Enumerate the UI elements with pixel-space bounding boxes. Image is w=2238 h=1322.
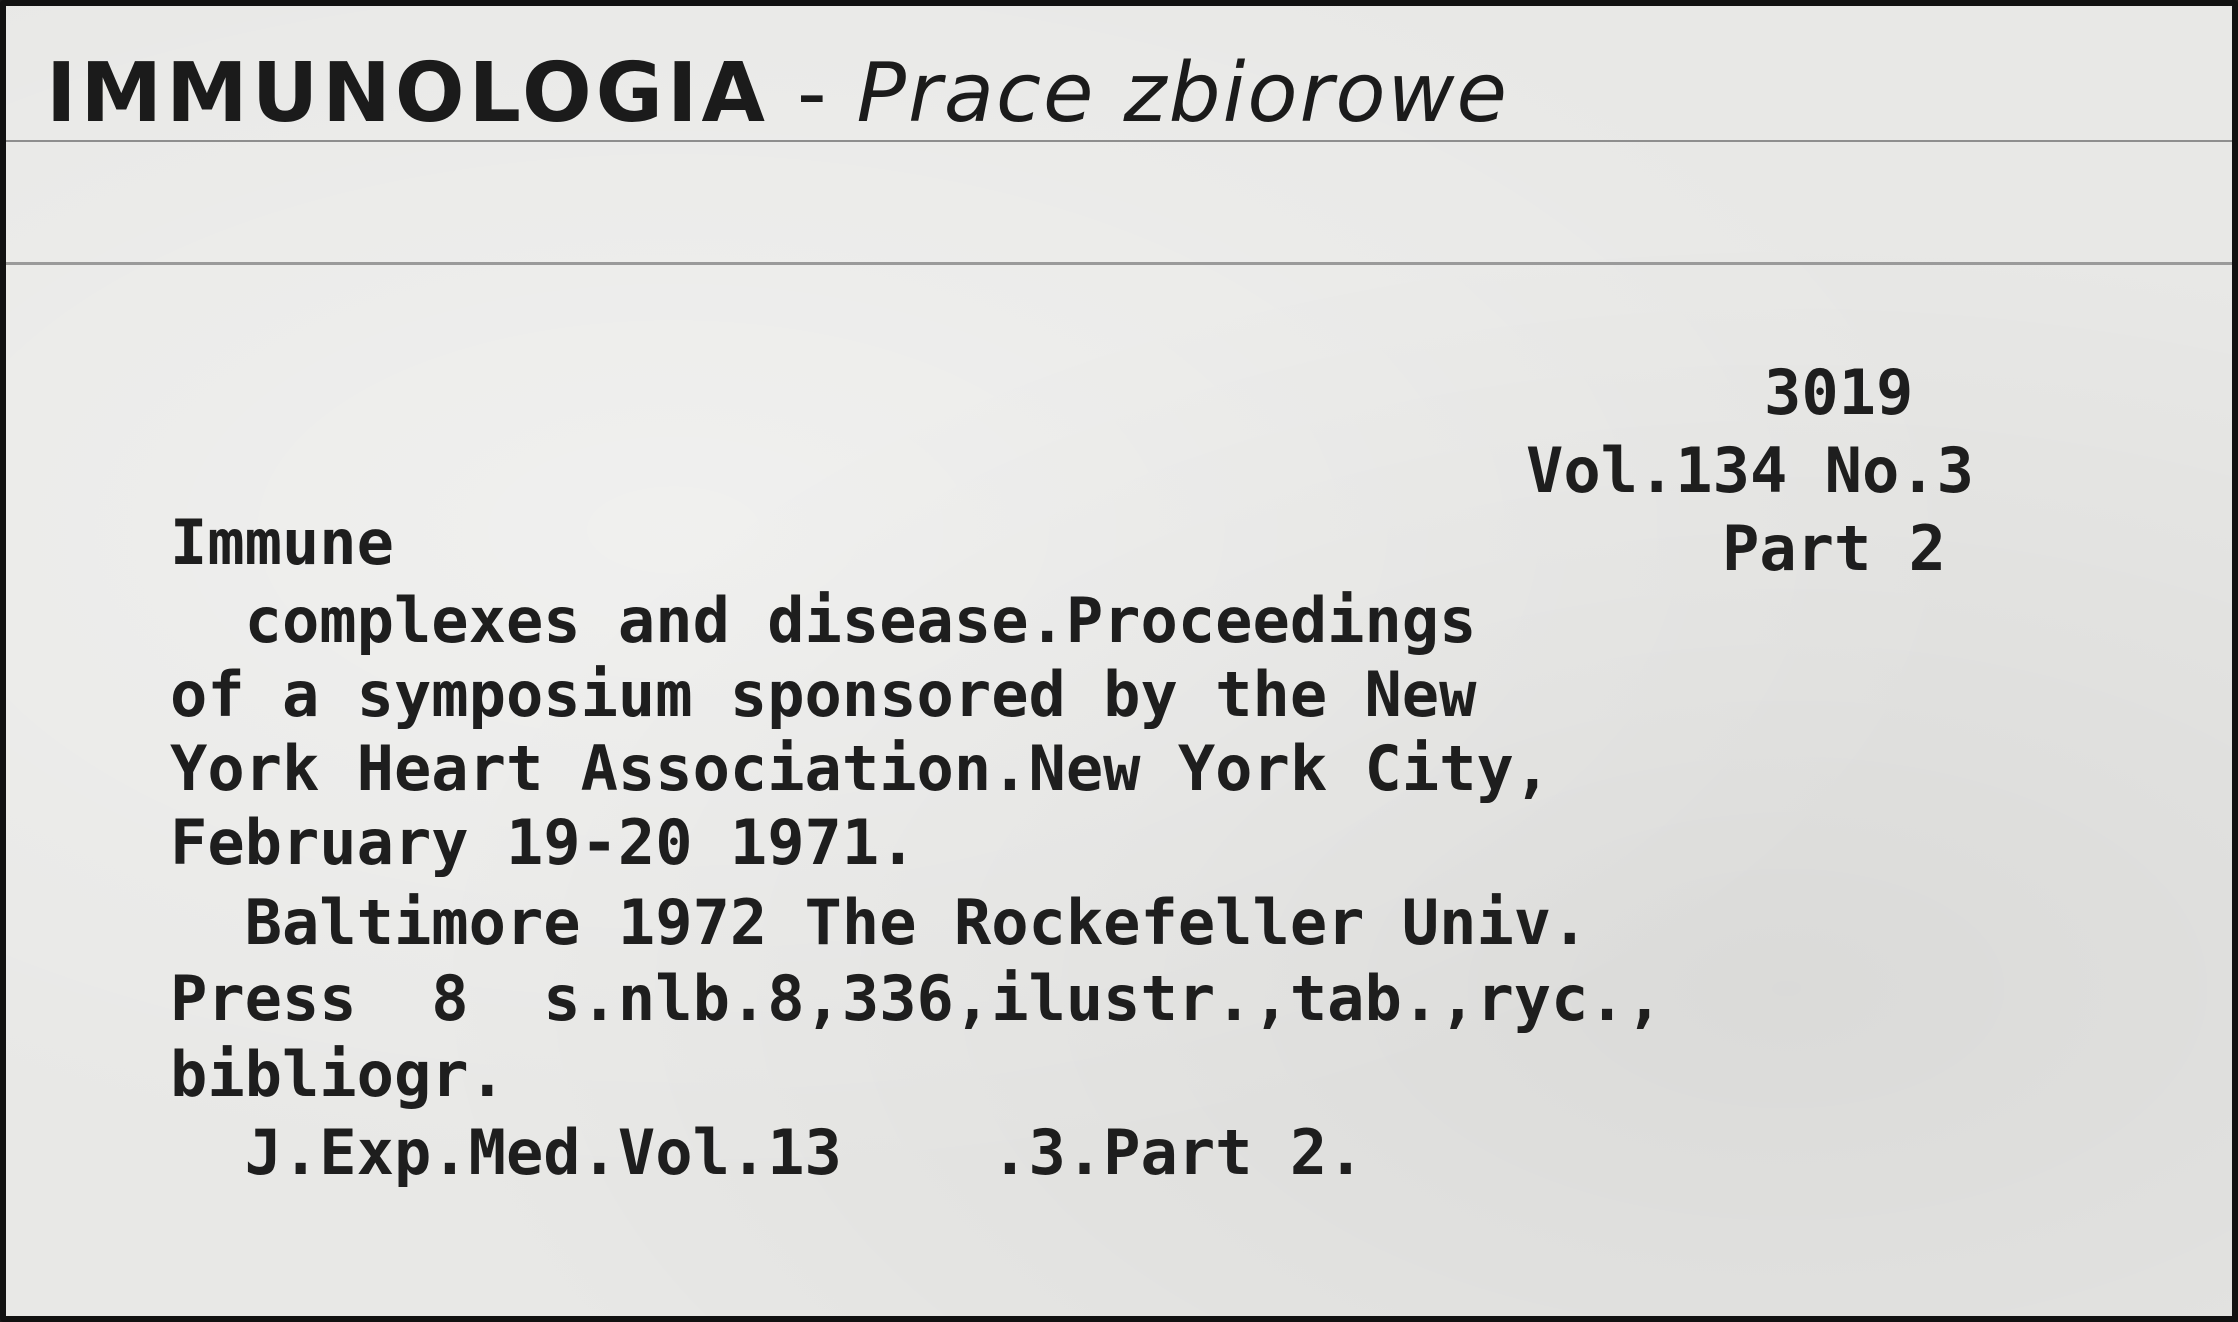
entry-line-3: of a symposium sponsored by the New [170, 658, 1477, 731]
call-number: 3019 [1764, 356, 1914, 429]
card-heading [46, 46, 1509, 141]
entry-line-4: York Heart Association.New York City, [170, 732, 1552, 805]
entry-line-2: complexes and disease.Proceedings [170, 584, 1477, 657]
entry-line-9: J.Exp.Med.Vol.13 .3.Part 2. [170, 1116, 1365, 1189]
entry-line-1: Immune [170, 506, 394, 579]
entry-line-7: Press 8 s.nlb.8,336,ilustr.,tab.,ryc., [170, 962, 1664, 1035]
entry-line-6: Baltimore 1972 The Rockefeller Univ. [170, 886, 1589, 959]
second-rule [6, 262, 2238, 265]
volume-number: Vol.134 No.3 [1526, 434, 1974, 507]
heading-handwritten: Prace zbiorowe [856, 46, 1509, 141]
part-number: Part 2 [1722, 512, 1946, 585]
entry-line-8: bibliogr. [170, 1038, 506, 1111]
heading-subject: IMMUNOLOGIA [46, 46, 769, 141]
heading-dash: - [796, 46, 829, 141]
entry-line-5: February 19-20 1971. [170, 806, 917, 879]
